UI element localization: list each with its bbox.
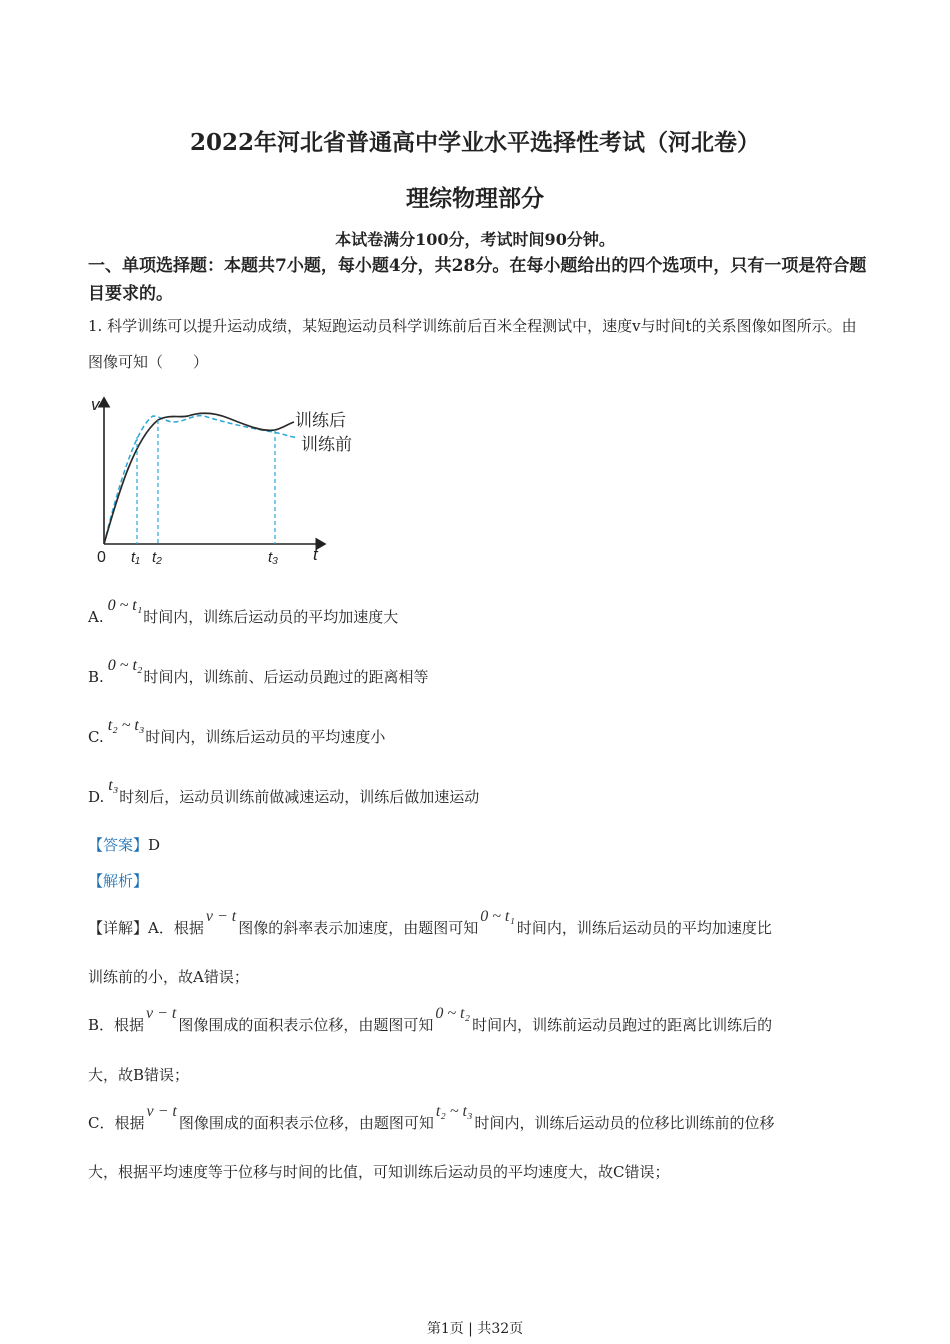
explanation-b-math1: v − t — [146, 1005, 177, 1022]
option-a-math: 0 ~ t₁ — [107, 597, 143, 614]
legend-before-training: 训练前 — [301, 435, 352, 454]
explanation-c-line1 — [88, 1103, 868, 1133]
vt-graph — [88, 392, 368, 577]
tick-t2: t₂ — [152, 549, 162, 566]
question-stem: 1. 科学训练可以提升运动成绩，某短跑运动员科学训练前后百米全程测试中，速度v与时间t的关系图像如图所示。由图像可知（ ） — [88, 317, 857, 371]
explanation-a-math2: 0 ~ t₁ — [480, 908, 515, 925]
explanation-c-post: 时间内，训练后运动员的位移比训练前的位移 — [474, 1114, 775, 1132]
explanation-a-line2: 训练前的小，故A错误； — [88, 968, 249, 986]
option-b-math: 0 ~ t₂ — [107, 657, 143, 674]
page-footer: 第1页 | 共32页 — [426, 1321, 524, 1337]
curve-before-training — [104, 416, 298, 544]
y-axis-label: v — [91, 395, 100, 414]
explanation-c-mid: 图像围成的面积表示位移，由题图可知 — [178, 1114, 434, 1132]
explanation-b-line1 — [88, 1005, 868, 1035]
explanation-b-pre: B．根据 — [88, 1016, 145, 1034]
tick-t1: t₁ — [131, 549, 140, 566]
exam-info: 本试卷满分100分，考试时间90分钟。 — [335, 230, 615, 249]
analysis-tag: 【解析】 — [88, 872, 149, 890]
option-a-text: 时间内，训练后运动员的平均加速度大 — [143, 608, 399, 626]
explanation-c-line2: 大，根据平均速度等于位移与时间的比值，可知训练后运动员的平均速度大，故C错误； — [88, 1163, 670, 1181]
explanation-a-line1 — [88, 908, 868, 938]
option-c-text: 时间内，训练后运动员的平均速度小 — [145, 728, 386, 746]
option-d-math: t₃ — [108, 777, 119, 794]
option-a — [88, 597, 399, 627]
option-a-label: A. — [88, 608, 104, 626]
explanation-b-post: 时间内，训练前运动员跑过的距离比训练后的 — [472, 1016, 773, 1034]
explanation-b-mid: 图像围成的面积表示位移，由题图可知 — [178, 1016, 434, 1034]
curve-after-training — [104, 413, 294, 544]
explanation-c-math1: v − t — [146, 1103, 177, 1120]
option-d — [88, 777, 480, 807]
explanation-a-mid: 图像的斜率表示加速度，由题图可知 — [238, 919, 479, 937]
analysis-line — [88, 870, 148, 891]
option-b — [88, 657, 429, 687]
x-axis-label: t — [313, 545, 318, 564]
explanation-a-math1: v − t — [205, 908, 237, 925]
option-c — [88, 717, 386, 747]
explanation-b-line2: 大，故B错误； — [88, 1066, 190, 1084]
explanation-c-math2: t₂ ~ t₃ — [435, 1103, 473, 1120]
option-c-label: C. — [88, 728, 104, 746]
answer-tag: 【答案】 — [88, 836, 149, 854]
tick-t3: t₃ — [268, 549, 279, 566]
answer-line — [88, 834, 160, 855]
detail-tag: 【详解】 — [88, 919, 149, 937]
exam-title: 2022年河北省普通高中学业水平选择性考试（河北卷） — [189, 129, 760, 156]
option-d-text: 时刻后，运动员训练前做减速运动，训练后做加速运动 — [119, 788, 480, 806]
legend-after-training: 训练后 — [295, 411, 346, 430]
option-c-math: t₂ ~ t₃ — [107, 717, 145, 734]
option-d-label: D. — [88, 788, 105, 806]
exam-subtitle: 理综物理部分 — [406, 185, 544, 212]
option-b-label: B. — [88, 668, 104, 686]
explanation-b-math2: 0 ~ t₂ — [435, 1005, 471, 1022]
explanation-a-pre: A．根据 — [148, 919, 204, 937]
explanation-a-post: 时间内，训练后运动员的平均加速度比 — [516, 919, 772, 937]
origin-label: 0 — [97, 549, 106, 566]
option-b-text: 时间内，训练前、后运动员跑过的距离相等 — [143, 668, 429, 686]
explanation-c-pre: C．根据 — [88, 1114, 145, 1132]
answer-value: D — [148, 836, 161, 854]
section-heading: 一、单项选择题：本题共7小题，每小题4分，共28分。在每小题给出的四个选项中，只有一项是符合题目要求的。 — [88, 256, 867, 304]
